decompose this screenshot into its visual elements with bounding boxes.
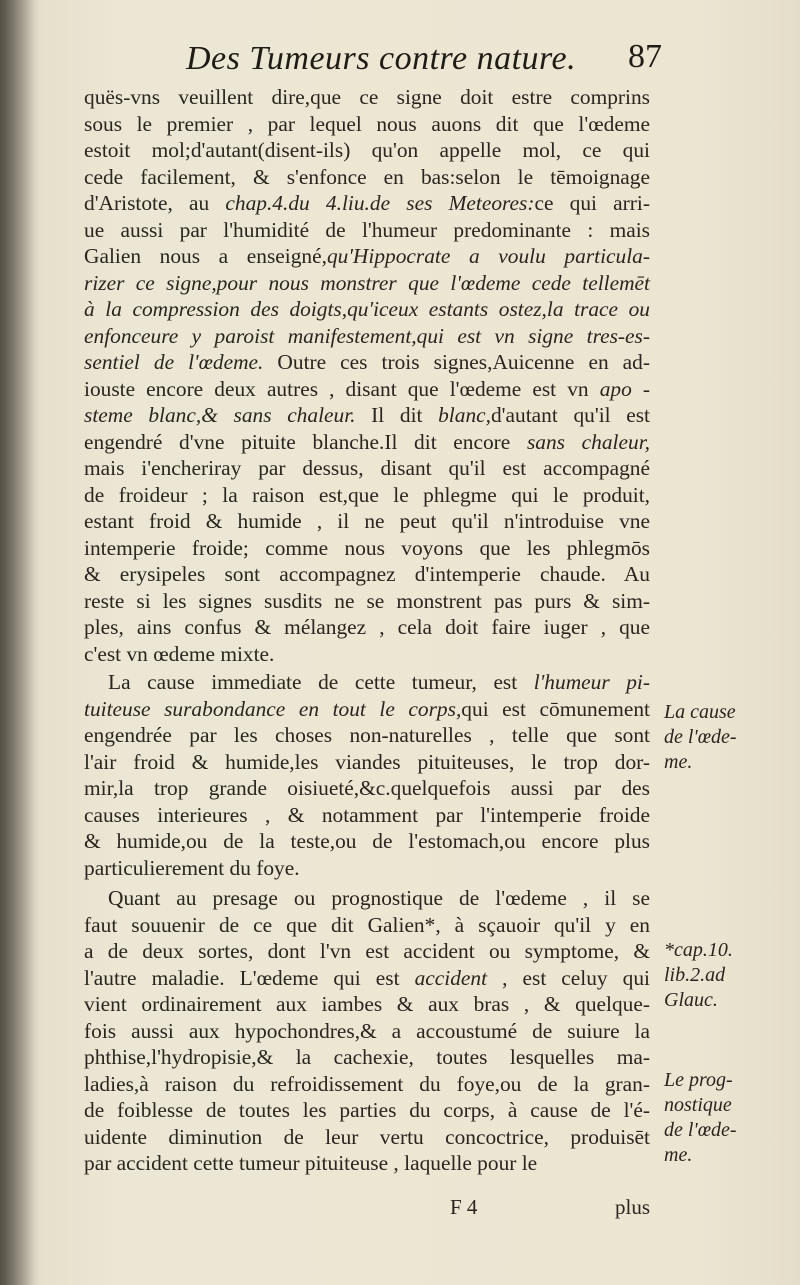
text-run: estant froid & humide , il ne peut qu'il n'introduise vne xyxy=(84,509,650,533)
text-line xyxy=(84,885,650,912)
text-run: iouste encore deux autres , disant que l'œdeme est vn xyxy=(84,376,600,401)
margin-note-line: Glauc. xyxy=(664,989,718,1011)
italic-phrase: sans chaleur, xyxy=(526,429,650,454)
text-line xyxy=(84,588,650,615)
text-run: mir,la trop grande oisiueté,&c.quelquefois aussi par des xyxy=(84,776,650,800)
catchword: plus xyxy=(614,1195,650,1219)
italic-phrase: qu'Hippocrate a voulu particula- xyxy=(326,244,650,268)
text-line xyxy=(84,991,650,1018)
margin-note-reference xyxy=(664,938,772,1013)
text-line xyxy=(84,669,650,696)
text-line xyxy=(84,722,650,749)
margin-note-line: de l'œde- xyxy=(664,1119,737,1141)
italic-phrase: enfonceure y paroist manifestement,qui est vn signe tres-es- xyxy=(84,323,650,348)
text-line xyxy=(84,1124,650,1151)
text-line xyxy=(84,1150,650,1177)
text-run: estoit mol;d'autant(disent-ils) qu'on appelle mol, ce qui xyxy=(84,138,650,162)
text-line xyxy=(84,270,650,297)
text-run: uidente diminution de leur vertu concoctrice, produisēt xyxy=(84,1124,650,1149)
text-run: mais i'encheriray par dessus, disant qu'il est accompagné xyxy=(84,456,650,480)
running-head-title: Des Tumeurs contre nature. xyxy=(186,40,577,77)
text-run: Quant au presage ou prognostique de l'œdeme , il se xyxy=(108,886,650,910)
text-run: d'Aristote, au xyxy=(84,191,226,215)
text-run: sous le premier , par lequel nous auons dit que l'œdeme xyxy=(84,111,650,136)
text-line xyxy=(84,938,650,965)
text-run: vient ordinairement aux iambes & aux bras , & quelque- xyxy=(84,992,650,1016)
text-run: intemperie froide; comme nous voyons que les phlegmōs xyxy=(84,535,650,560)
gutter-shadow xyxy=(0,0,34,1285)
margin-note-line: me. xyxy=(664,1144,693,1166)
margin-note-line: me. xyxy=(664,751,693,773)
text-run: fois aussi aux hypochondres,& a accoustumé de suiure la xyxy=(84,1018,650,1043)
text-run: & humide,ou de la teste,ou de l'estomach,ou encore plus xyxy=(84,829,650,853)
text-run: de froideur ; la raison est,que le phlegme qui le produit, xyxy=(84,482,650,507)
text-run: l'air froid & humide,les viandes pituiteuses, le trop dor- xyxy=(84,749,650,774)
text-line xyxy=(84,1018,650,1045)
text-run: particulierement du foye. xyxy=(84,855,300,880)
text-run: causes interieures , & notamment par l'intemperie froide xyxy=(84,802,650,827)
text-line xyxy=(84,429,650,456)
text-line xyxy=(84,402,650,429)
text-run: Galien nous a enseigné, xyxy=(84,244,327,268)
text-line xyxy=(84,749,650,776)
text-run: ples, ains confus & mélangez , cela doit faire iuger , que xyxy=(84,615,650,639)
page-number: 87 xyxy=(628,38,662,75)
text-line xyxy=(84,614,650,641)
text-line xyxy=(84,912,650,939)
text-line xyxy=(84,482,650,509)
text-run: l'autre maladie. L'œdeme qui est xyxy=(84,965,415,990)
margin-note-prognostic xyxy=(664,1068,772,1168)
italic-phrase: rizer ce signe,pour nous monstrer que l'œdeme cede tellemēt xyxy=(84,270,650,295)
page-footer xyxy=(84,1193,650,1223)
text-run: cede facilement, & s'enfonce en bas:selon le tēmoignage xyxy=(84,164,650,189)
text-line xyxy=(84,323,650,350)
text-line xyxy=(84,296,650,323)
text-line xyxy=(84,84,650,111)
text-line xyxy=(84,1044,650,1071)
text-run: reste si les signes susdits ne se monstrent pas purs & sim- xyxy=(84,588,650,613)
text-run: ce qui arri- xyxy=(534,191,650,215)
italic-phrase: chap.4.du 4.liu.de ses Meteores: xyxy=(225,191,535,215)
text-run: d'autant qu'il est xyxy=(490,403,650,427)
text-run: faut souuenir de ce que dit Galien*, à sçauoir qu'il y en xyxy=(84,912,650,937)
text-line xyxy=(84,455,650,482)
italic-phrase: l'humeur pi- xyxy=(533,670,650,694)
text-run: & erysipeles sont accompagnez d'intemperie chaude. Au xyxy=(84,562,650,586)
italic-phrase: à la compression des doigts,qu'iceux estants ostez,la trace ou xyxy=(84,297,650,321)
text-line xyxy=(84,111,650,138)
text-line xyxy=(84,775,650,802)
text-run: Outre ces trois signes,Auicenne en ad- xyxy=(263,350,650,374)
text-run: phthise,l'hydropisie,& la cachexie, toutes lesquelles ma- xyxy=(84,1045,650,1069)
text-run: ue aussi par l'humidité de l'humeur predominante : mais xyxy=(84,217,650,242)
margin-note-line: *cap.10. xyxy=(664,939,733,961)
text-run: a de deux sortes, dont l'vn est accident ou symptome, & xyxy=(84,939,650,963)
text-run: par accident cette tumeur pituiteuse , laquelle pour le xyxy=(84,1151,538,1175)
margin-note-line: Le prog- xyxy=(664,1069,733,1091)
text-run: ladies,à raison du refroidissement du foye,ou de la gran- xyxy=(84,1071,650,1096)
text-line xyxy=(84,965,650,992)
text-run: , est celuy qui xyxy=(487,965,650,990)
text-line xyxy=(84,349,650,376)
text-run: c'est vn œdeme mixte. xyxy=(84,641,275,666)
text-line xyxy=(84,535,650,562)
margin-note-line: nostique xyxy=(664,1094,732,1116)
text-line xyxy=(84,1097,650,1124)
text-line xyxy=(84,696,650,723)
text-line xyxy=(84,217,650,244)
italic-phrase: apo - xyxy=(599,376,650,401)
text-run: engendré d'vne pituite blanche.Il dit encore xyxy=(84,429,527,454)
text-line xyxy=(84,376,650,403)
signature-mark: F 4 xyxy=(450,1195,478,1219)
text-run: engendrée par les choses non-naturelles , telle que sont xyxy=(84,723,650,747)
text-line xyxy=(84,190,650,217)
italic-phrase: steme blanc,& sans chaleur. xyxy=(84,403,356,427)
italic-phrase: blanc, xyxy=(438,403,491,427)
text-line xyxy=(84,243,650,270)
text-line xyxy=(84,1071,650,1098)
text-run: qui est cōmunement xyxy=(461,696,650,721)
text-line xyxy=(84,855,650,882)
text-line xyxy=(84,164,650,191)
text-line xyxy=(84,802,650,829)
margin-note-cause xyxy=(664,700,772,775)
text-line xyxy=(84,508,650,535)
margin-note-line: La cause xyxy=(664,701,736,723)
text-run: Il dit xyxy=(355,403,439,427)
margin-note-line: lib.2.ad xyxy=(664,964,726,986)
margin-note-line: de l'œde- xyxy=(664,726,737,748)
italic-phrase: tuiteuse surabondance en tout le corps, xyxy=(84,696,462,721)
text-line xyxy=(84,137,650,164)
italic-phrase: sentiel de l'œdeme. xyxy=(84,350,264,374)
text-line xyxy=(84,828,650,855)
text-run: de foiblesse de toutes les parties du corps, à cause de l'é- xyxy=(84,1098,650,1122)
italic-phrase: accident xyxy=(414,965,488,990)
running-head xyxy=(150,38,670,84)
text-run: La cause immediate de cette tumeur, est xyxy=(108,670,534,694)
text-line xyxy=(84,561,650,588)
text-run: quës-vns veuillent dire,que ce signe doit estre comprins xyxy=(84,85,650,109)
text-line xyxy=(84,641,650,668)
main-text xyxy=(84,84,650,1177)
